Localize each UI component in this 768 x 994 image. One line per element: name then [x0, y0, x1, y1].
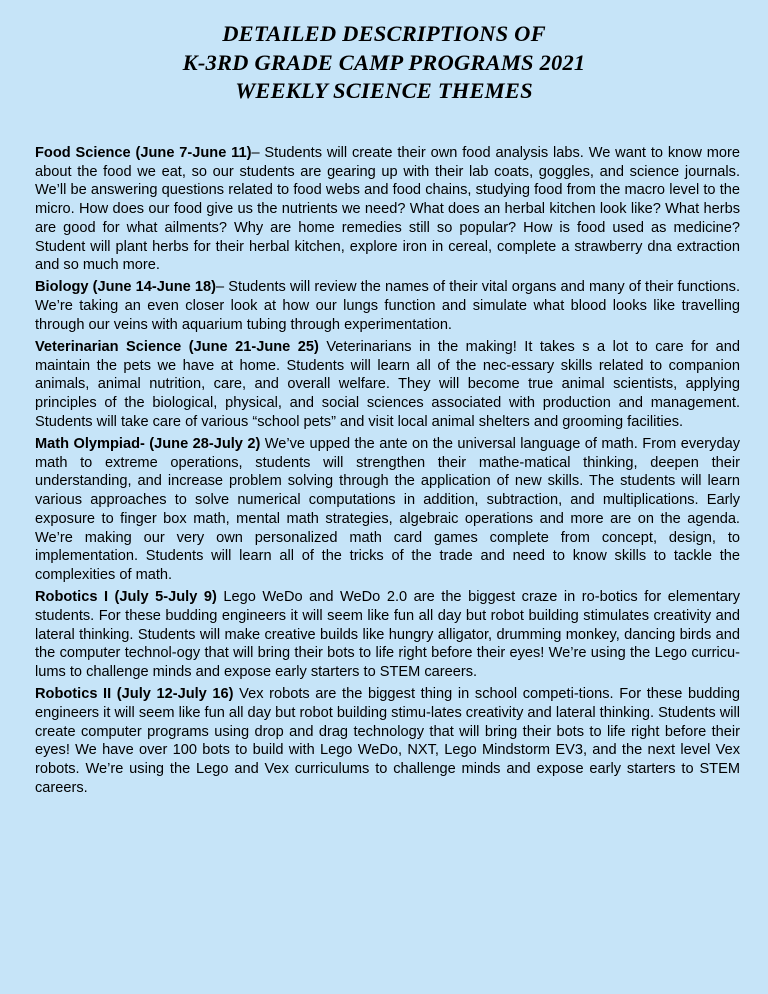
section-body: Veterinarians in the making! It takes s a lot to care for and maintain the pets we have at home. Students will learn all of the nec-essary skills related to companion animals, animal nutrition, care, and overall welfare. They will become true animal scientists, applying principles of the biological, physical, and social sciences associated with production and management. Students will take care of various “school pets” and visit local animal shelters and grooming facilities.	[35, 339, 740, 430]
section-veterinarian-science	[35, 338, 740, 432]
section-heading: Robotics I (July 5-July 9)	[35, 589, 217, 606]
section-biology	[35, 278, 740, 334]
title-line-3: WEEKLY SCIENCE THEMES	[235, 78, 533, 103]
section-robotics-1	[35, 588, 740, 682]
section-body: We’ve upped the ante on the universal language of math. From everyday math to extreme operations, students will strengthen their mathe-matical thinking, deepen their understanding, and increase problem solving through the application of new skills. The students will learn various approaches to solve numerical computations in addition, subtraction, and multiplications. Early exposure to finger box math, mental math strategies, algebraic operations and more are on the agenda. We’re making our very own personalized math card games complete from concept, design, to implementation. Students will learn all of the tricks of the trade and need to know skills to tackle the complexities of math.	[35, 436, 740, 583]
section-body: Vex robots are the biggest thing in school competi-tions. For these budding engineers it will seem like fun all day but robot building stimu-lates creativity and lateral thinking. Students will create computer programs using drop and drag technology that will bring their bots to life right before their eyes! We have over 100 bots to build with Lego WeDo, NXT, Lego Mindstorm EV3, and the next level Vex robots. We’re using the Lego and Vex curriculums to challenge minds and expose early starters to STEM careers.	[35, 686, 740, 796]
section-body: – Students will review the names of their vital organs and many of their functions. We’re taking an even closer look at how our lungs function and simulate what blood looks like travelling through our veins with aquarium tubing through experimentation.	[35, 279, 740, 333]
section-heading: Food Science (June 7-June 11)	[35, 145, 252, 161]
section-body: Lego WeDo and WeDo 2.0 are the biggest craze in ro-botics for elementary students. For these budding engineers it will seem like fun all day but robot building stimulates creativity and lateral thinking. Students will make creative builds like hungry alligator, drumming monkey, dancing birds and the computer technol-ogy that will bring their bots to life right before their eyes! We’re using the Lego curricu-lums to challenge minds and expose early starters to STEM careers.	[35, 589, 740, 680]
section-heading: Robotics II (July 12-July 16)	[35, 686, 234, 703]
section-heading: Biology (June 14-June 18)	[35, 279, 217, 296]
section-food-science	[35, 144, 740, 275]
section-heading: Veterinarian Science (June 21-June 25)	[35, 339, 319, 356]
section-robotics-2	[35, 685, 740, 797]
program-descriptions	[35, 144, 740, 801]
section-heading: Math Olympiad- (June 28-July 2)	[35, 436, 261, 453]
page-title	[0, 20, 768, 106]
section-body: – Students will create their own food analysis labs. We want to know more about the food we eat, so our students are gearing up with their lab coats, goggles, and science journals. We’ll be answering questions related to food webs and food chains, studying food from the macro level to the micro. How does our food give us the nutrients we need? What does an herbal kitchen look like? What herbs are good for what ailments? Why are home remedies still so popular? How is food used as medicine? Student will plant herbs for their herbal kitchen, explore iron in cereal, complete a strawberry dna extraction and so much more.	[35, 145, 740, 274]
title-line-2: K-3RD GRADE CAMP PROGRAMS 2021	[182, 49, 586, 75]
section-math-olympiad	[35, 435, 740, 585]
title-line-1: DETAILED DESCRIPTIONS OF	[222, 21, 546, 46]
